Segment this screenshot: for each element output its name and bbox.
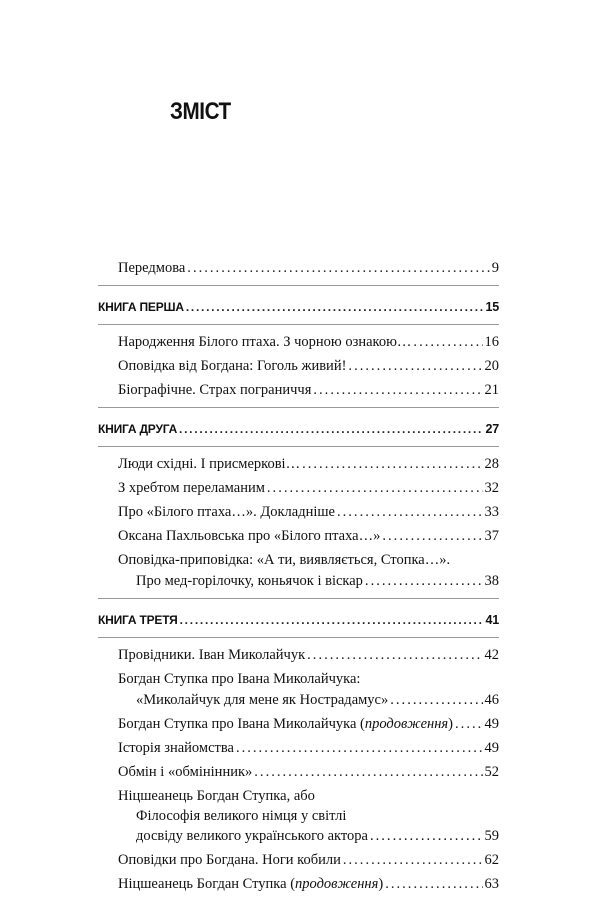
dot-leader: [370, 826, 483, 846]
toc-entry[interactable]: [98, 738, 499, 762]
dot-leader: [365, 571, 483, 591]
toc-entry-page: 21: [484, 382, 499, 398]
toc-entry-title: Про «Білого птаха…». Докладніше: [118, 504, 335, 520]
dot-leader: [180, 606, 484, 634]
toc-entry-page: 37: [484, 528, 499, 544]
toc-entry[interactable]: [98, 380, 499, 404]
toc-entry-page: 42: [484, 647, 499, 663]
toc-entry[interactable]: [98, 258, 499, 282]
toc-entry-title: Оксана Пахльовська про «Білого птаха…»: [118, 528, 381, 544]
dot-leader: [302, 454, 482, 474]
section-heading[interactable]: [98, 293, 499, 321]
toc-entry-page: 62: [484, 852, 499, 868]
dot-leader: [413, 332, 482, 352]
section-heading[interactable]: [98, 415, 499, 443]
toc-entry-title-line: досвіду великого українського актора: [136, 828, 368, 844]
toc-entry-title: Богдан Ступка про Івана Миколайчука (продовження): [118, 716, 454, 732]
toc-entry-page: 52: [484, 764, 499, 780]
divider: [98, 324, 499, 325]
toc-entry[interactable]: [98, 762, 499, 786]
section-title: КНИГА ПЕРША: [98, 300, 184, 314]
toc-entry-title: Біографічне. Страх пограниччя: [118, 382, 312, 398]
dot-leader: [382, 526, 482, 546]
divider: [98, 407, 499, 408]
toc-entry-title-line: Філософія великого німця у світлі: [136, 808, 347, 824]
toc-entry-title: Ніцшеанець Богдан Ступка (продовження): [118, 876, 384, 892]
section-title: КНИГА ТРЕТЯ: [98, 613, 178, 627]
divider: [98, 598, 499, 599]
dot-leader: [186, 293, 484, 321]
toc-entry-page: 49: [484, 740, 499, 756]
toc-entry-title: Історія знайомства: [118, 740, 234, 756]
section-page: 41: [485, 613, 499, 627]
toc-entry-title-line: Богдан Ступка про Івана Миколайчука:: [118, 671, 361, 687]
toc-entry-page: 63: [484, 876, 499, 892]
toc-entry[interactable]: [98, 850, 499, 874]
dot-leader: [385, 874, 482, 894]
toc-entry-title: Передмова: [118, 260, 186, 276]
toc-entry-page: 32: [484, 480, 499, 496]
continuation-label: продовження: [364, 716, 449, 732]
toc-entry-page: 20: [484, 358, 499, 374]
dot-leader: [390, 690, 482, 710]
toc-entry-title: Люди східні. І присмеркові…: [118, 456, 301, 472]
toc-entry-page: 16: [484, 334, 499, 350]
toc-entry-title: Оповідка від Богдана: Гоголь живий!: [118, 358, 347, 374]
toc-entry[interactable]: [98, 332, 499, 356]
toc-entry[interactable]: [98, 526, 499, 550]
toc-entry[interactable]: [98, 356, 499, 380]
toc-entry[interactable]: [98, 874, 499, 898]
toc-entry-title-line: «Миколайчук для мене як Нострадамус»: [136, 692, 389, 708]
toc-entry-page: 46: [484, 692, 499, 708]
dot-leader: [236, 738, 483, 758]
toc-entry-title: Оповідки про Богдана. Ноги кобили: [118, 852, 341, 868]
toc-entry-title-line: Ніцшеанець Богдан Ступка, або: [118, 788, 315, 804]
dot-leader: [343, 850, 483, 870]
toc-entry-title-line: Оповідка-приповідка: «А ти, виявляється, Стопка…».: [118, 552, 451, 568]
toc-entry-title: З хребтом переламаним: [118, 480, 265, 496]
dot-leader: [254, 762, 482, 782]
section-heading[interactable]: [98, 606, 499, 634]
toc-entry-page: 59: [484, 828, 499, 844]
toc-entry-page: 38: [484, 573, 499, 589]
toc-entry-page: 28: [484, 456, 499, 472]
dot-leader: [187, 258, 489, 278]
toc-entry-multiline[interactable]: [98, 550, 499, 595]
section-page: 27: [485, 422, 499, 436]
dot-leader: [455, 714, 482, 734]
toc-entry-title: Обмін і «обмінінник»: [118, 764, 253, 780]
toc-entry-multiline[interactable]: [98, 786, 499, 850]
toc-entry[interactable]: [98, 478, 499, 502]
section-title: КНИГА ДРУГА: [98, 422, 178, 436]
toc-entry-title-line: Про мед-горілочку, коньячок і віскар: [136, 573, 363, 589]
toc-entry[interactable]: [98, 714, 499, 738]
continuation-label: продовження: [295, 876, 379, 892]
page-title: ЗМІСТ: [170, 98, 231, 125]
toc-entry-page: 9: [491, 260, 499, 276]
dot-leader: [348, 356, 482, 376]
dot-leader: [337, 502, 483, 522]
toc-entry-page: 49: [484, 716, 499, 732]
toc-entry[interactable]: [98, 645, 499, 669]
toc-entry-multiline[interactable]: [98, 669, 499, 714]
toc-entry[interactable]: [98, 502, 499, 526]
toc-entry-title: Провідники. Іван Миколайчук: [118, 647, 306, 663]
table-of-contents: [98, 258, 499, 898]
divider: [98, 285, 499, 286]
divider: [98, 637, 499, 638]
dot-leader: [179, 415, 483, 443]
section-page: 15: [485, 300, 499, 314]
dot-leader: [307, 645, 482, 665]
toc-entry[interactable]: [98, 454, 499, 478]
dot-leader: [313, 380, 482, 400]
divider: [98, 446, 499, 447]
toc-entry-title: Народження Білого птаха. З чорною ознакою…: [118, 334, 412, 350]
toc-entry-page: 33: [484, 504, 499, 520]
dot-leader: [267, 478, 483, 498]
